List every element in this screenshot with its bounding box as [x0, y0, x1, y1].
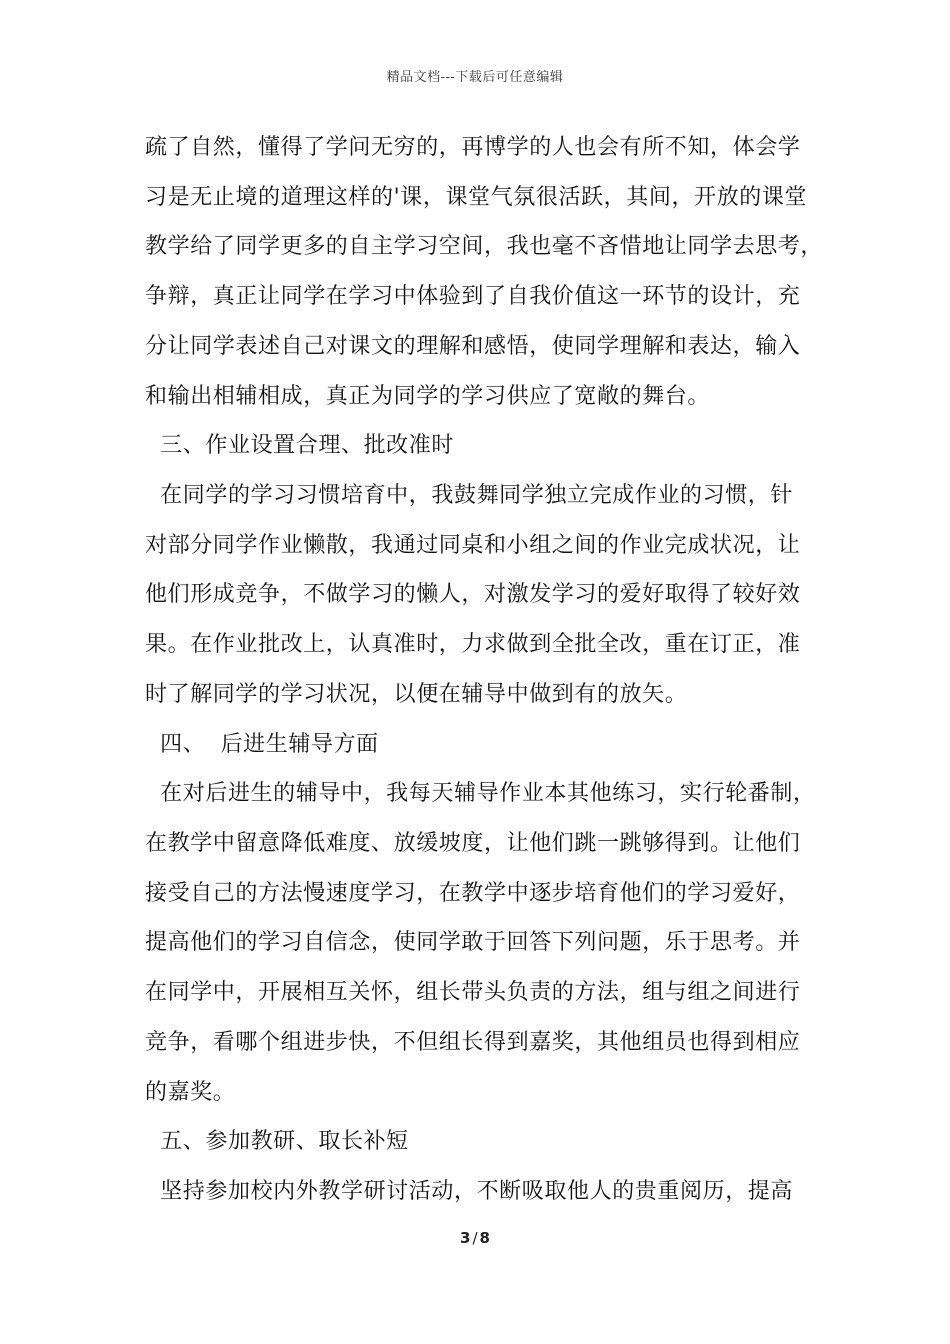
section-heading: 四、 后进生辅导方面	[145, 732, 379, 757]
paragraph-line: 他们形成竞争，不做学习的懒人，对激发学习的爱好取得了较好效	[145, 582, 801, 607]
paragraph-line: 坚持参加校内外教学研讨活动，不断吸取他人的贵重阅历，提高	[145, 1179, 793, 1204]
paragraph-line: 在同学的学习习惯培育中，我鼓舞同学独立完成作业的习惯，针	[145, 483, 793, 508]
section-heading: 五、参加教研、取长补短	[145, 1129, 409, 1154]
paragraph-line: 的嘉奖。	[145, 1080, 236, 1105]
paragraph-line: 在教学中留意降低难度、放缓坡度，让他们跳一跳够得到。让他们	[145, 831, 801, 856]
paragraph-line: 疏了自然，懂得了学问无穷的，再博学的人也会有所不知，体会学	[145, 135, 801, 160]
paragraph-line: 在同学中，开展相互关怀，组长带头负责的方法，组与组之间进行	[145, 980, 801, 1005]
page-separator: /	[472, 1229, 478, 1247]
page-header: 精品文档---下载后可任意编辑	[386, 70, 564, 85]
paragraph-line: 争辩，真正让同学在学习中体验到了自我价值这一环节的设计，充	[145, 284, 801, 309]
paragraph-line: 在对后进生的辅导中，我每天辅导作业本其他练习，实行轮番制，	[145, 781, 816, 806]
paragraph-line: 习是无止境的道理这样的'课，课堂气氛很活跃，其间，开放的课堂	[145, 185, 808, 210]
total-pages: 8	[479, 1229, 490, 1247]
paragraph-line: 教学给了同学更多的自主学习空间，我也毫不吝惜地让同学去思考，	[145, 234, 824, 259]
paragraph-line: 时了解同学的学习状况，以便在辅导中做到有的放矢。	[145, 682, 688, 707]
paragraph-line: 接受自己的方法慢速度学习，在教学中逐步培育他们的学习爱好，	[145, 881, 801, 906]
paragraph-line: 果。在作业批改上，认真准时，力求做到全批全改，重在订正，准	[145, 632, 801, 657]
current-page: 3	[460, 1229, 471, 1247]
paragraph-line: 对部分同学作业懒散，我通过同桌和小组之间的作业完成状况，让	[145, 533, 801, 558]
paragraph-line: 竞争，看哪个组进步快，不但组长得到嘉奖，其他组员也得到相应	[145, 1030, 801, 1055]
paragraph-line: 和输出相辅相成，真正为同学的学习供应了宽敞的舞台。	[145, 384, 711, 409]
paragraph-line: 提高他们的学习自信念，使同学敢于回答下列问题，乐于思考。并	[145, 930, 801, 955]
page-number	[0, 1229, 950, 1247]
paragraph-line: 分让同学表述自己对课文的理解和感悟，使同学理解和表达，输入	[145, 334, 801, 359]
section-heading: 三、作业设置合理、批改准时	[145, 433, 454, 458]
